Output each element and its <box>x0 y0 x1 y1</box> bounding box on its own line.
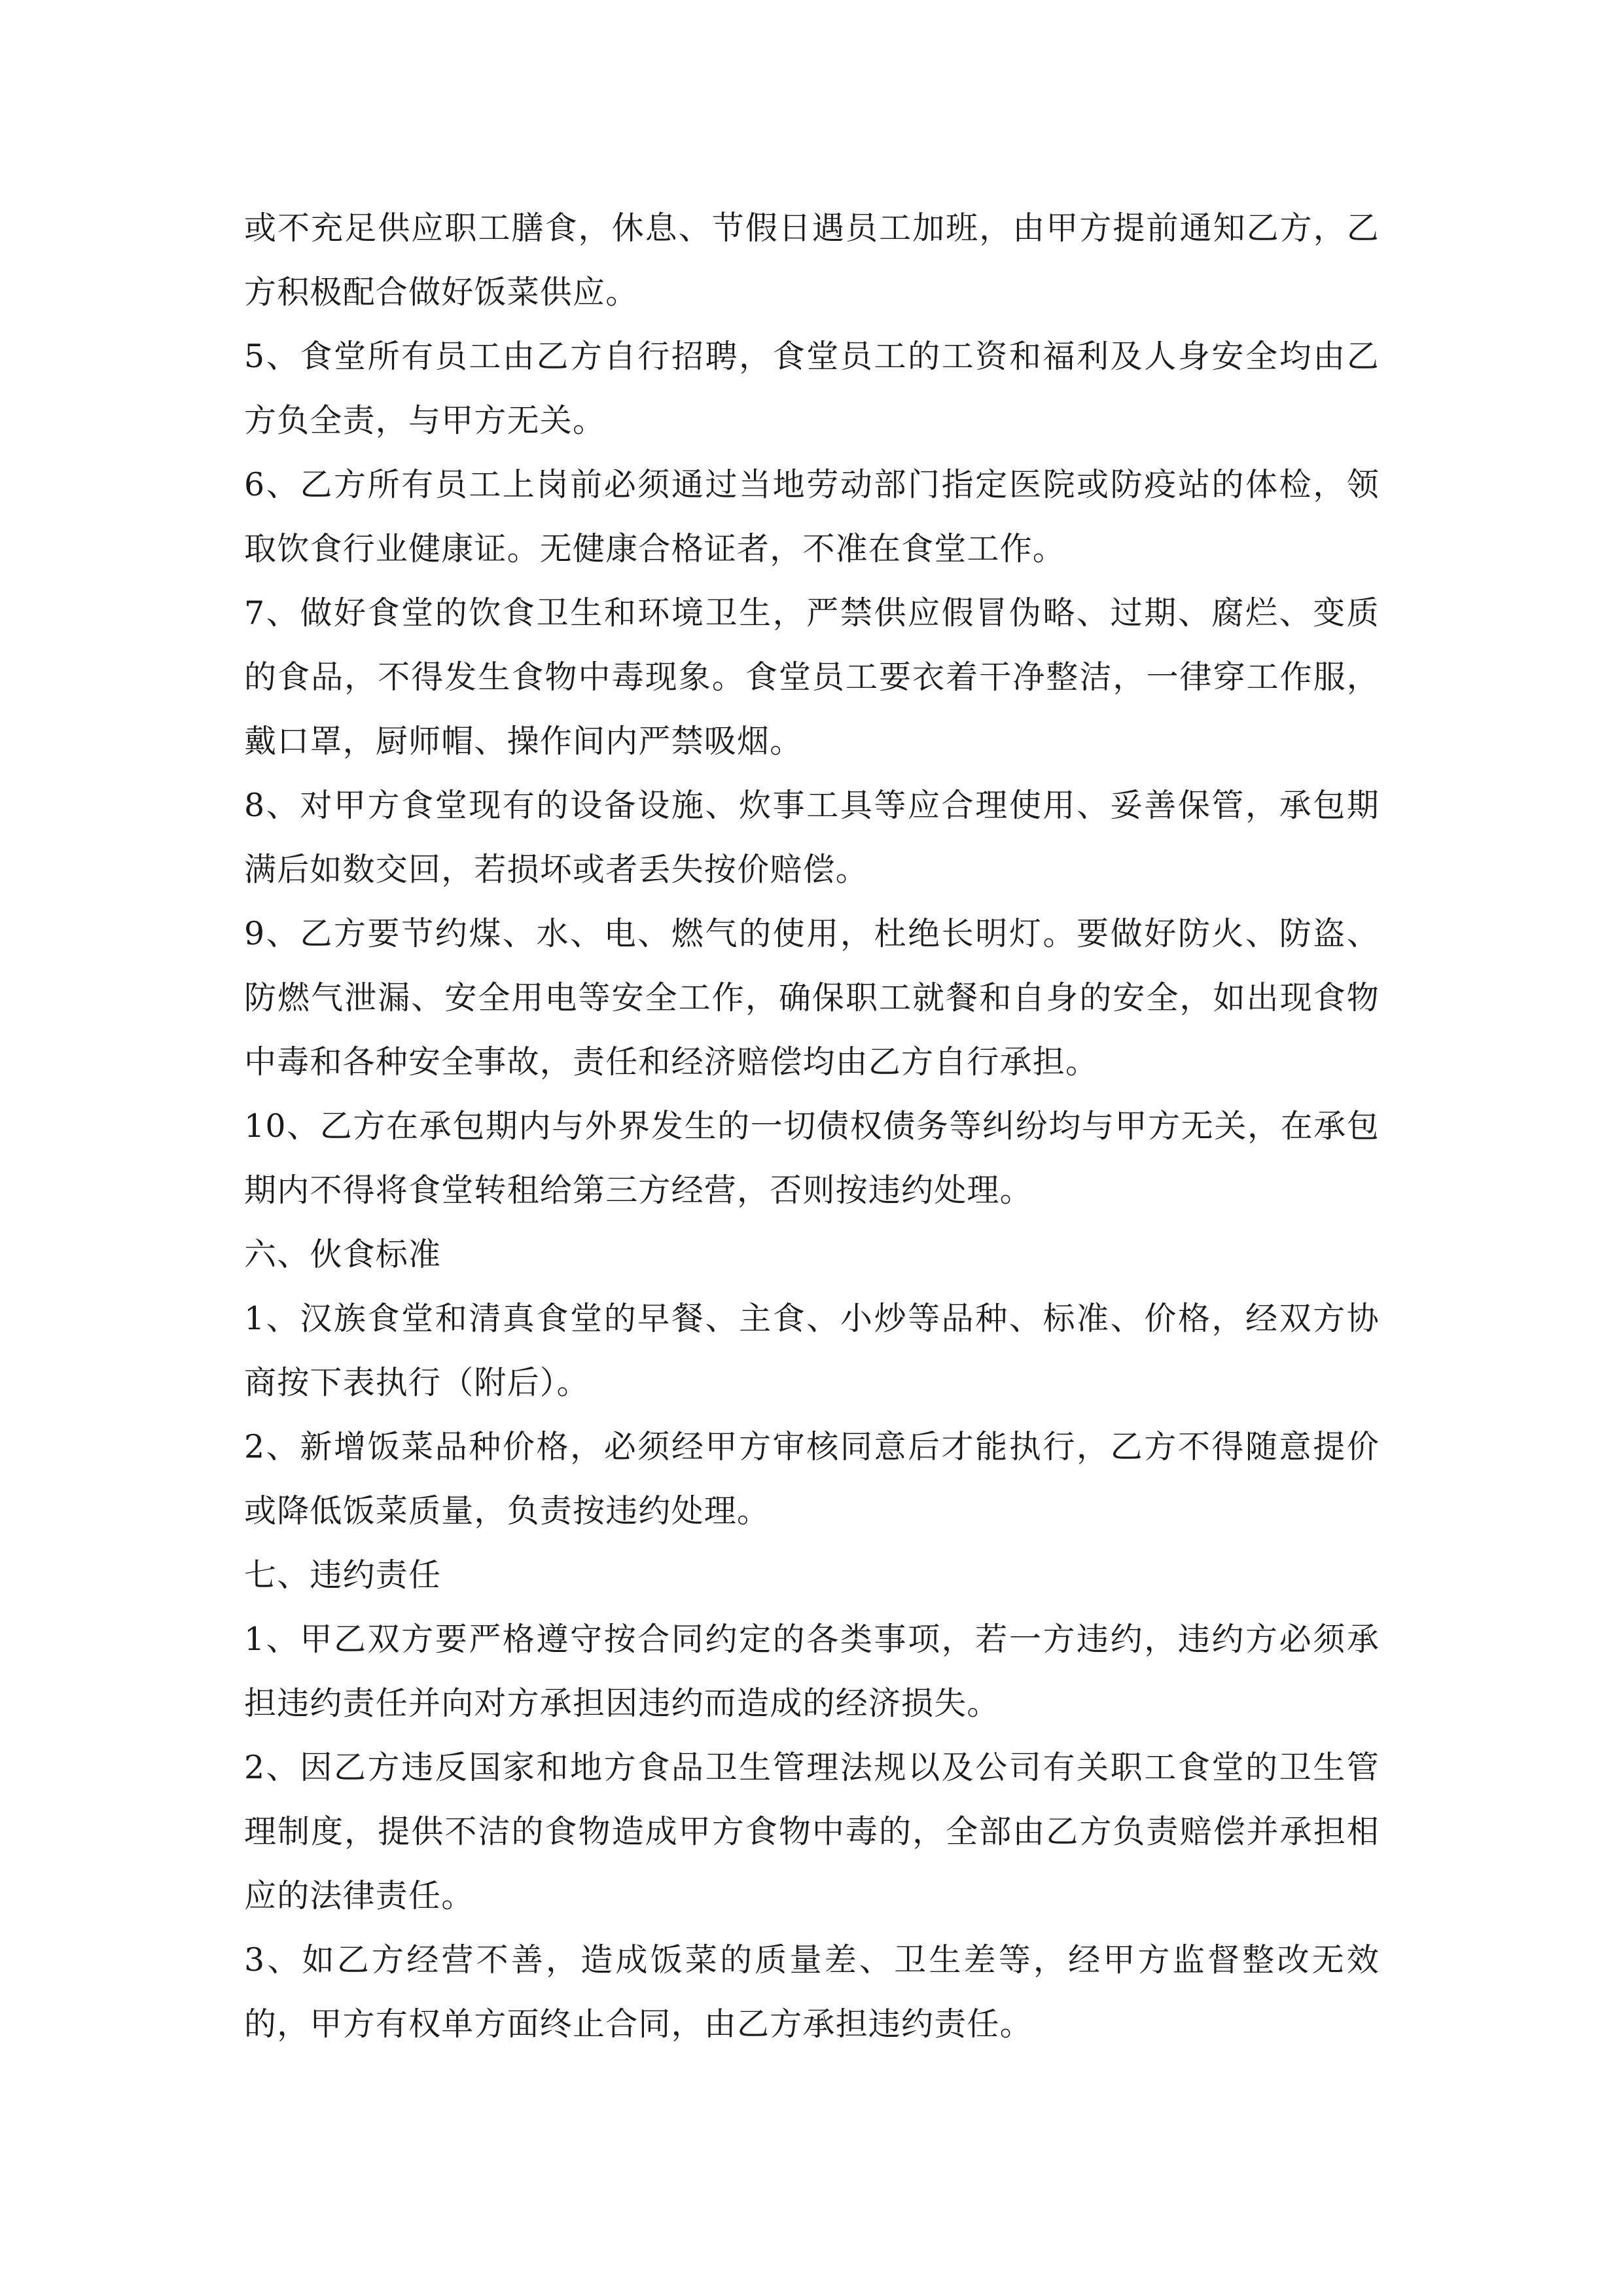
paragraph-clause-10: 10、乙方在承包期内与外界发生的一切债权债务等纠纷均与甲方无关，在承包期内不得将食堂转租给第三方经营，否则按违约处理。 <box>244 1107 1380 1209</box>
paragraph-clause-8: 8、对甲方食堂现有的设备设施、炊事工具等应合理使用、妥善保管，承包期满后如数交回，若损坏或者丢失按价赔偿。 <box>244 787 1380 888</box>
document-body <box>244 196 1380 2056</box>
paragraph-breach-1: 1、甲乙双方要严格遵守按合同约定的各类事项，若一方违约，违约方必须承担违约责任并向对方承担因违约而造成的经济损失。 <box>244 1621 1380 1722</box>
paragraph-clause-9: 9、乙方要节约煤、水、电、燃气的使用，杜绝长明灯。要做好防火、防盗、防燃气泄漏、安全用电等安全工作，确保职工就餐和自身的安全，如出现食物中毒和各种安全事故，责任和经济赔偿均由乙方自行承担。 <box>244 915 1380 1081</box>
paragraph-breach-3: 3、如乙方经营不善，造成饭菜的质量差、卫生差等，经甲方监督整改无效的，甲方有权单方面终止合同，由乙方承担违约责任。 <box>244 1941 1380 2043</box>
paragraph-clause-5: 5、食堂所有员工由乙方自行招聘，食堂员工的工资和福利及人身安全均由乙方负全责，与甲方无关。 <box>244 338 1380 439</box>
paragraph-clause-7: 7、做好食堂的饮食卫生和环境卫生，严禁供应假冒伪略、过期、腐烂、变质的食品，不得发生食物中毒现象。食堂员工要衣着干净整洁，一律穿工作服，戴口罩，厨师帽、操作间内严禁吸烟。 <box>244 594 1380 760</box>
paragraph-breach-2: 2、因乙方违反国家和地方食品卫生管理法规以及公司有关职工食堂的卫生管理制度，提供不洁的食物造成甲方食物中毒的，全部由乙方负责赔偿并承担相应的法律责任。 <box>244 1749 1380 1914</box>
section-heading-food-standard: 六、伙食标准 <box>244 1236 442 1273</box>
paragraph-food-standard-2: 2、新增饭菜品种价格，必须经甲方审核同意后才能执行，乙方不得随意提价或降低饭菜质量，负责按违约处理。 <box>244 1428 1380 1530</box>
paragraph-food-standard-1: 1、汉族食堂和清真食堂的早餐、主食、小炒等品种、标准、价格，经双方协商按下表执行（附后）。 <box>244 1300 1380 1401</box>
paragraph-clause-6: 6、乙方所有员工上岗前必须通过当地劳动部门指定医院或防疫站的体检，领取饮食行业健康证。无健康合格证者，不准在食堂工作。 <box>244 466 1380 567</box>
section-heading-breach-liability: 七、违约责任 <box>244 1556 442 1594</box>
paragraph-continuation: 或不充足供应职工膳食，休息、节假日遇员工加班，由甲方提前通知乙方，乙方积极配合做好饭菜供应。 <box>244 209 1380 311</box>
